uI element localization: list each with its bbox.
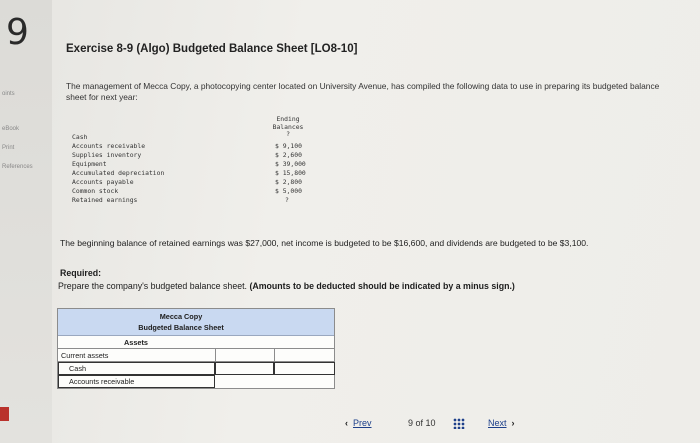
- ledger-row: [70, 151, 320, 160]
- col-divider: [215, 349, 216, 361]
- ledger-header-line1: Ending: [276, 115, 300, 123]
- ledger-row: [70, 169, 320, 178]
- chevron-left-icon: ‹: [345, 418, 348, 428]
- ledger-label: Accounts receivable: [72, 142, 146, 150]
- chevron-right-icon: ›: [511, 418, 515, 428]
- grid-icon[interactable]: [453, 418, 465, 429]
- sheet-row-cash: [58, 362, 334, 375]
- rail-marker: [0, 407, 9, 421]
- intro-text: The management of Mecca Copy, a photocopying center located on University Avenue, has compiled the following data to use in preparing its budgeted balance sheet for next year:: [66, 81, 660, 102]
- ledger-label: Common stock: [72, 187, 119, 195]
- ledger-label: Equipment: [72, 160, 107, 168]
- question-number: 9: [6, 12, 29, 53]
- ledger-row: [70, 160, 320, 169]
- page-total: of 10: [415, 418, 436, 428]
- ledger-row: [70, 142, 320, 151]
- ledger-header-mark: ?: [286, 130, 290, 138]
- sheet-title: Budgeted Balance Sheet: [138, 323, 224, 332]
- page-indicator: [408, 418, 436, 428]
- ledger-label: Supplies inventory: [72, 151, 142, 159]
- ledger-value: $ 5,000: [275, 187, 302, 195]
- ledger-label: Accumulated depreciation: [72, 169, 165, 177]
- exercise-title: Exercise 8-9 (Algo) Budgeted Balance Sheet [LO8-10]: [66, 43, 358, 55]
- required-instruction: Prepare the company's budgeted balance sheet.: [58, 281, 247, 291]
- sheet-assets-heading: Assets: [58, 336, 334, 349]
- ledger-row: [70, 187, 320, 196]
- sheet-row-accounts-receivable: [58, 375, 334, 388]
- rail-ebook-link[interactable]: eBook: [2, 126, 20, 132]
- ledger-value: $ 39,000: [275, 160, 306, 168]
- sheet-row-current-assets: [58, 349, 334, 362]
- next-button[interactable]: [488, 418, 515, 428]
- cash-amount-input[interactable]: [215, 362, 274, 375]
- required-label: Required:: [60, 268, 102, 278]
- ledger-value: $ 2,600: [275, 151, 302, 159]
- retained-earnings-note: The beginning balance of retained earnings was $27,000, net income is budgeted to be $16,600, and dividends are budgeted to be $3,100.: [60, 238, 589, 248]
- cash-label: Cash: [69, 364, 87, 373]
- balance-sheet-form: [57, 308, 335, 389]
- ledger-value: $ 2,800: [275, 178, 302, 186]
- required-note: (Amounts to be deducted should be indicated by a minus sign.): [249, 281, 515, 291]
- sheet-header: [58, 309, 334, 336]
- ledger-header-line2: Balances: [272, 122, 304, 131]
- rail-references-link[interactable]: References: [2, 164, 33, 170]
- rail-print-link[interactable]: Print: [2, 145, 15, 151]
- ledger-row: [70, 130, 320, 142]
- required-text: [58, 281, 515, 291]
- current-assets-label: Current assets: [61, 351, 109, 360]
- ledger-label: Accounts payable: [72, 178, 134, 186]
- ledger-label: Cash: [72, 133, 88, 141]
- rail-points: oints: [2, 91, 15, 97]
- next-label: Next: [488, 418, 507, 428]
- ledger-value: ?: [285, 196, 289, 204]
- sheet-company: Mecca Copy: [159, 312, 203, 321]
- page-current: 9: [408, 418, 414, 428]
- col-divider: [274, 349, 275, 361]
- ledger-row: [70, 178, 320, 187]
- cash-total-input[interactable]: [274, 362, 335, 375]
- left-rail: [0, 0, 52, 443]
- ledger-value: $ 9,100: [275, 142, 302, 150]
- ledger-label: Retained earnings: [72, 196, 138, 204]
- ledger-row: [70, 196, 320, 205]
- ar-label: Accounts receivable: [69, 377, 135, 386]
- prev-label: Prev: [353, 418, 372, 428]
- ledger-value: $ 15,800: [275, 169, 306, 177]
- prev-button[interactable]: [345, 418, 372, 428]
